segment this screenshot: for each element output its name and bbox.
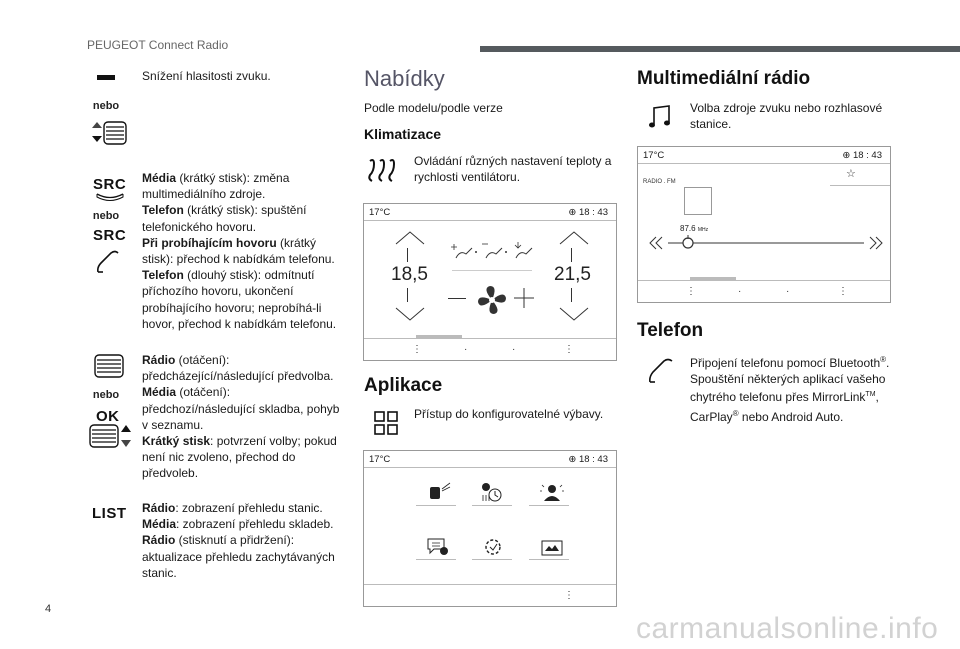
phone-text: Připojení telefonu pomocí Bluetooth®. Spouštění některých aplikací vašeho chytrého telefonu přes MirrorLink™, CarPlay® nebo Android Auto. (690, 355, 890, 424)
fan-speed-up-button[interactable] (514, 288, 534, 308)
left-zone-temperature: 18,5 (391, 264, 428, 285)
src-button-icon (95, 192, 125, 202)
phone-handset-icon (95, 249, 121, 275)
divider (571, 288, 572, 302)
page-number: 4 (45, 603, 52, 615)
gps-icon: ⊕ (568, 207, 579, 218)
divider (452, 270, 532, 271)
photo-app-icon[interactable] (538, 535, 566, 559)
dot-icon: · (512, 344, 516, 355)
header-title: PEUGEOT Connect Radio (87, 38, 229, 52)
steering-wheel-control-up-icon (88, 120, 132, 146)
list-description: Rádio: zobrazení přehledu stanic. Média: zobrazení přehledu skladeb. Rádio (stisknutí a přidržení): aktualizace přehledu zachytávaných stanic. (142, 501, 335, 580)
screen-status-bar (638, 147, 890, 164)
divider (407, 248, 408, 262)
media-heading: Multimediální rádio (637, 68, 811, 89)
dot-icon: · (786, 286, 790, 297)
temp-down-right-button[interactable] (558, 306, 590, 322)
gps-icon: ⊕ (568, 454, 579, 465)
screen-status-bar (364, 451, 616, 468)
menu-dots-icon[interactable]: ⋮ (838, 286, 848, 297)
outside-temperature: 17°C (643, 150, 665, 161)
divider (472, 505, 512, 506)
watermark: carmanualsonline.info (636, 612, 939, 645)
screen-footer (364, 338, 616, 360)
clock: ⊕ 18 : 43 (568, 207, 608, 218)
dot-icon: · (464, 344, 468, 355)
frequency-tuning-slider[interactable] (648, 235, 884, 251)
menu-dots-icon[interactable]: ⋮ (564, 344, 574, 355)
radio-band-label: RADIO . FM (643, 179, 676, 185)
apps-grid-icon (374, 411, 398, 435)
climate-icon (366, 155, 404, 185)
rotary-description: Rádio (otáčení): předcházející/následující předvolba. Média (otáčení): předchozí/následující skladba, pohyb v seznamu. Krátký stisk: potvrzení volby; pokud není nic zvoleno, přechod do předvoleb. (142, 353, 340, 481)
rotary-knob-ok-icon (88, 422, 134, 450)
divider (529, 505, 569, 506)
temp-up-right-button[interactable] (558, 230, 590, 246)
gps-icon: ⊕ (842, 150, 853, 161)
screen-status-bar (364, 204, 616, 221)
climate-text: Ovládání různých nastavení teploty a rychlosti ventilátoru. (414, 154, 612, 185)
divider (830, 185, 891, 186)
station-logo-placeholder (684, 187, 712, 215)
divider (472, 559, 512, 560)
or-label: nebo (92, 210, 120, 222)
fan-icon (476, 284, 508, 316)
music-note-icon (647, 104, 673, 130)
dot-icon: · (738, 286, 742, 297)
minus-icon (97, 75, 115, 81)
menu-dots-icon[interactable]: ⋮ (412, 344, 422, 355)
apps-heading: Aplikace (364, 375, 443, 396)
fan-speed-down-button[interactable] (448, 298, 466, 299)
outside-temperature: 17°C (369, 454, 391, 465)
menu-dots-icon[interactable]: ⋮ (564, 590, 574, 601)
vehicle-settings-app-icon[interactable] (424, 479, 452, 503)
clock: ⊕ 18 : 43 (842, 150, 882, 161)
service-app-icon[interactable] (479, 535, 507, 559)
clock: ⊕ 18 : 43 (568, 454, 608, 465)
list-key-label: LIST (92, 505, 127, 522)
divider (416, 505, 456, 506)
divider (571, 248, 572, 262)
src-key-label: SRC (93, 227, 127, 244)
apps-screen (363, 450, 617, 607)
driver-profile-app-icon[interactable] (538, 481, 566, 505)
rotary-knob-icon (91, 353, 127, 379)
screen-footer (364, 584, 616, 606)
screen-footer (638, 280, 890, 302)
menus-title: Nabídky (364, 66, 445, 91)
apps-text: Přístup do konfigurovatelné výbavy. (414, 407, 604, 421)
menus-subtitle: Podle modelu/podle verze (364, 101, 503, 115)
temp-down-left-button[interactable] (394, 306, 426, 322)
airflow-direction-icon[interactable] (450, 238, 538, 262)
menu-dots-icon[interactable]: ⋮ (686, 286, 696, 297)
climate-heading: Klimatizace (364, 126, 442, 142)
or-label: nebo (92, 100, 120, 112)
climate-screen (363, 203, 617, 361)
radio-screen (637, 146, 891, 303)
temp-up-left-button[interactable] (394, 230, 426, 246)
divider (529, 559, 569, 560)
driving-aids-app-icon[interactable] (479, 481, 507, 505)
or-label: nebo (92, 389, 120, 401)
divider (416, 559, 456, 560)
src-description: Média (krátký stisk): změna multimediálního zdroje. Telefon (krátký stisk): spuštění telefonického hovoru. Při probíhajícím hovoru (krátký stisk): přechod k nabídkám telefonu. Telefon (dlouhý stisk): odmítnutí příchozího hovoru, ukončení probíhajícího hovoru; neprobíhá-li hovor, přechod k nabídkám telefonu. (142, 171, 337, 331)
volume-down-text: Snížení hlasitosti zvuku. (142, 69, 271, 83)
divider (407, 288, 408, 302)
phone-handset-icon (647, 357, 675, 385)
phone-heading: Telefon (637, 320, 704, 341)
favorite-star-icon[interactable]: ☆ (846, 168, 856, 180)
frequency-readout: 87.6 MHz (680, 224, 709, 233)
media-text: Volba zdroje zvuku nebo rozhlasové stanice. (690, 101, 883, 132)
header-bar (480, 46, 960, 52)
src-key-label: SRC (93, 176, 127, 193)
right-zone-temperature: 21,5 (554, 264, 591, 285)
outside-temperature: 17°C (369, 207, 391, 218)
messages-app-icon[interactable] (424, 535, 452, 559)
ok-key-label: OK (96, 408, 120, 425)
